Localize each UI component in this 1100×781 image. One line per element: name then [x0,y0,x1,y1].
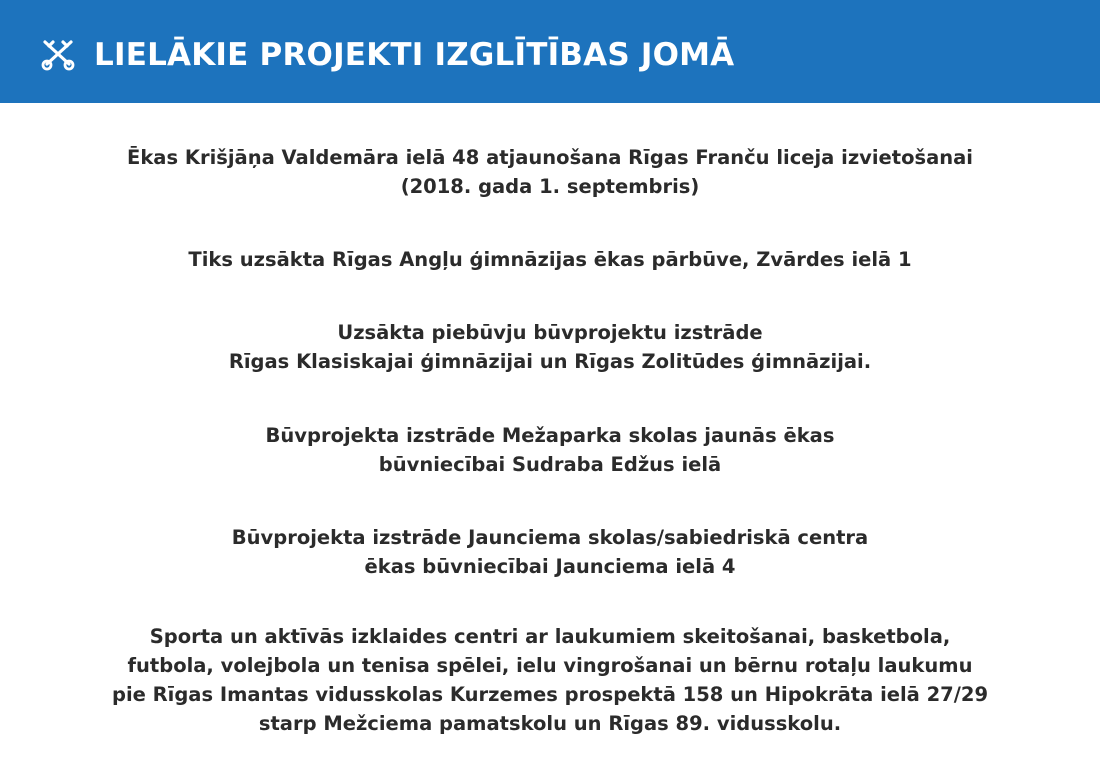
project-text-line: Ēkas Krišjāņa Valdemāra ielā 48 atjaunošana Rīgas Franču liceja izvietošanai [127,146,973,169]
project-item [40,421,1060,479]
project-text-line: starp Mežciema pamatskolu un Rīgas 89. vidusskolu. [258,712,842,735]
project-item [40,523,1060,581]
project-text-line: pie Rīgas Imantas vidusskolas Kurzemes prospektā 158 un Hipokrāta ielā 27/29 [111,683,989,706]
project-text-line: Rīgas Klasiskajai ģimnāzijai un Rīgas Zolitūdes ģimnāzijai. [228,350,872,373]
project-text-line: futbola, volejbola un tenisa spēlei, ielu vingrošanai un bērnu rotaļu laukumu [127,654,973,677]
project-text-line: (2018. gada 1. septembris) [400,175,700,198]
project-item [40,622,1060,738]
project-text-line: Uzsākta piebūvju būvprojektu izstrāde [337,321,763,344]
project-text-line: Sporta un aktīvās izklaides centri ar laukumiem skeitošanai, basketbola, [149,625,951,648]
project-text-line: Būvprojekta izstrāde Jaunciema skolas/sabiedriskā centra [231,526,869,549]
project-text-line: Būvprojekta izstrāde Mežaparka skolas jaunās ēkas [265,424,835,447]
project-item [40,245,1060,274]
project-text-line: ēkas būvniecībai Jaunciema ielā 4 [364,555,736,578]
project-text-line: būvniecībai Sudraba Edžus ielā [378,453,722,476]
project-item [40,143,1060,201]
page-title: LIELĀKIE PROJEKTI IZGLĪTĪBAS JOMĀ [94,36,735,73]
project-text-line: Tiks uzsākta Rīgas Angļu ģimnāzijas ēkas pārbūve, Zvārdes ielā 1 [188,248,912,271]
project-item [40,318,1060,376]
